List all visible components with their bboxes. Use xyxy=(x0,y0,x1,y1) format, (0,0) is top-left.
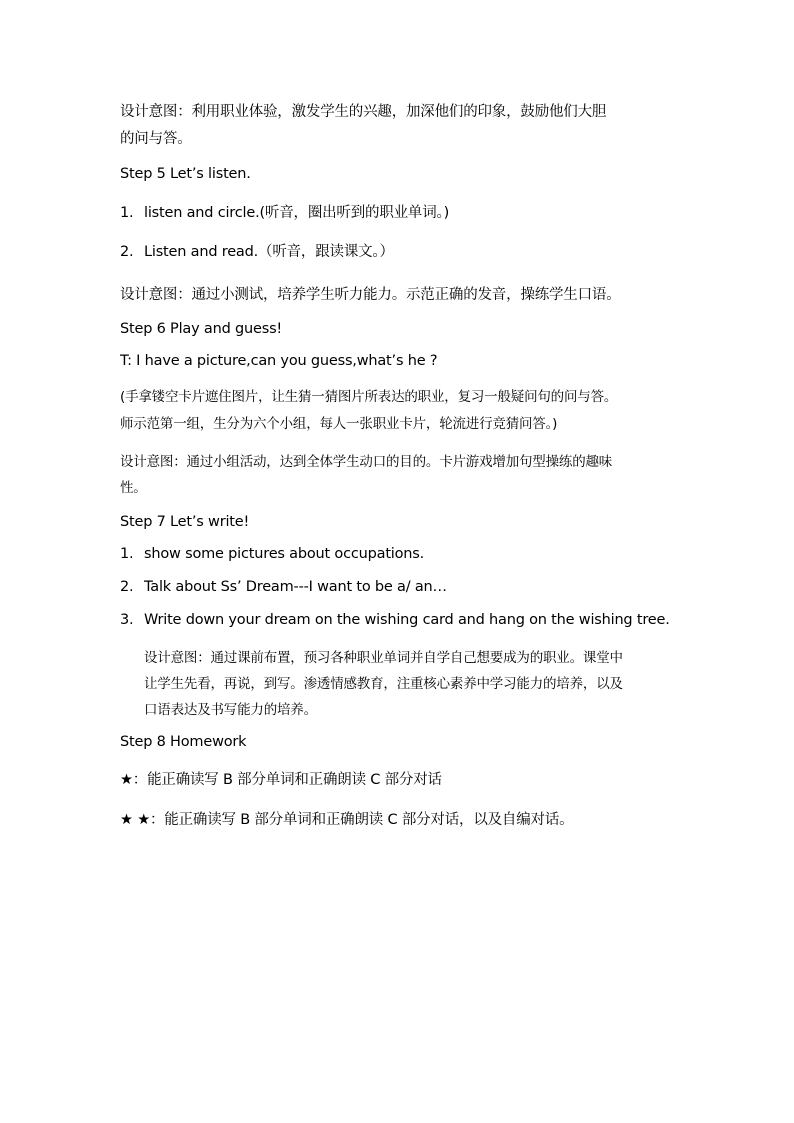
item-number: 3. xyxy=(120,612,134,628)
step7-heading: Step 7 Let’s write! xyxy=(120,514,250,530)
item-text: Write down your dream on the wishing card and hang on the wishing tree. xyxy=(144,612,670,628)
design-intent-3-line2: 性。 xyxy=(120,480,147,496)
step6-heading: Step 6 Play and guess! xyxy=(120,321,283,337)
step7-item-2 xyxy=(120,576,447,598)
item-text: show some pictures about occupations. xyxy=(144,546,425,562)
homework-two-star: ★ ★：能正确读写 B 部分单词和正确朗读 C 部分对话，以及自编对话。 xyxy=(120,812,574,828)
item-number: 2. xyxy=(120,579,134,595)
step5-heading: Step 5 Let’s listen. xyxy=(120,166,251,182)
step5-item-1 xyxy=(120,202,449,224)
item-text: Listen and read.（听音，跟读课文。） xyxy=(144,244,394,260)
design-intent-1-line2: 的问与答。 xyxy=(120,131,192,147)
item-number: 2. xyxy=(120,244,134,260)
step7-item-3 xyxy=(120,609,670,631)
step5-item-2 xyxy=(120,241,394,263)
design-intent-4-line2: 让学生先看，再说，到写。渗透情感教育，注重核心素养中学习能力的培养，以及 xyxy=(144,676,623,692)
teacher-line: T: I have a picture,can you guess,what’s he ? xyxy=(120,353,438,369)
item-number: 1. xyxy=(120,205,134,221)
design-intent-4-line1: 设计意图：通过课前布置，预习各种职业单词并自学自己想要成为的职业。课堂中 xyxy=(144,650,623,666)
item-text: Talk about Ss’ Dream---I want to be a/ an… xyxy=(144,579,447,595)
step7-item-1 xyxy=(120,543,424,565)
design-intent-1-line1: 设计意图：利用职业体验，激发学生的兴趣，加深他们的印象，鼓励他们大胆 xyxy=(120,104,607,120)
item-number: 1. xyxy=(120,546,134,562)
design-intent-3-line1: 设计意图：通过小组活动，达到全体学生动口的目的。卡片游戏增加句型操练的趣味 xyxy=(120,454,613,470)
step8-heading: Step 8 Homework xyxy=(120,734,247,750)
design-intent-4-line3: 口语表达及书写能力的培养。 xyxy=(144,702,317,718)
activity-note-line1: (手拿镂空卡片遮住图片，让生猜一猜图片所表达的职业，复习一般疑问句的问与答。 xyxy=(120,389,618,405)
activity-note-line2: 师示范第一组，生分为六个小组，每人一张职业卡片，轮流进行竞猜问答。) xyxy=(120,416,558,432)
homework-one-star: ★：能正确读写 B 部分单词和正确朗读 C 部分对话 xyxy=(120,772,442,788)
design-intent-2: 设计意图：通过小测试，培养学生听力能力。示范正确的发音，操练学生口语。 xyxy=(120,287,621,303)
item-text: listen and circle.(听音，圈出听到的职业单词。) xyxy=(144,205,450,221)
